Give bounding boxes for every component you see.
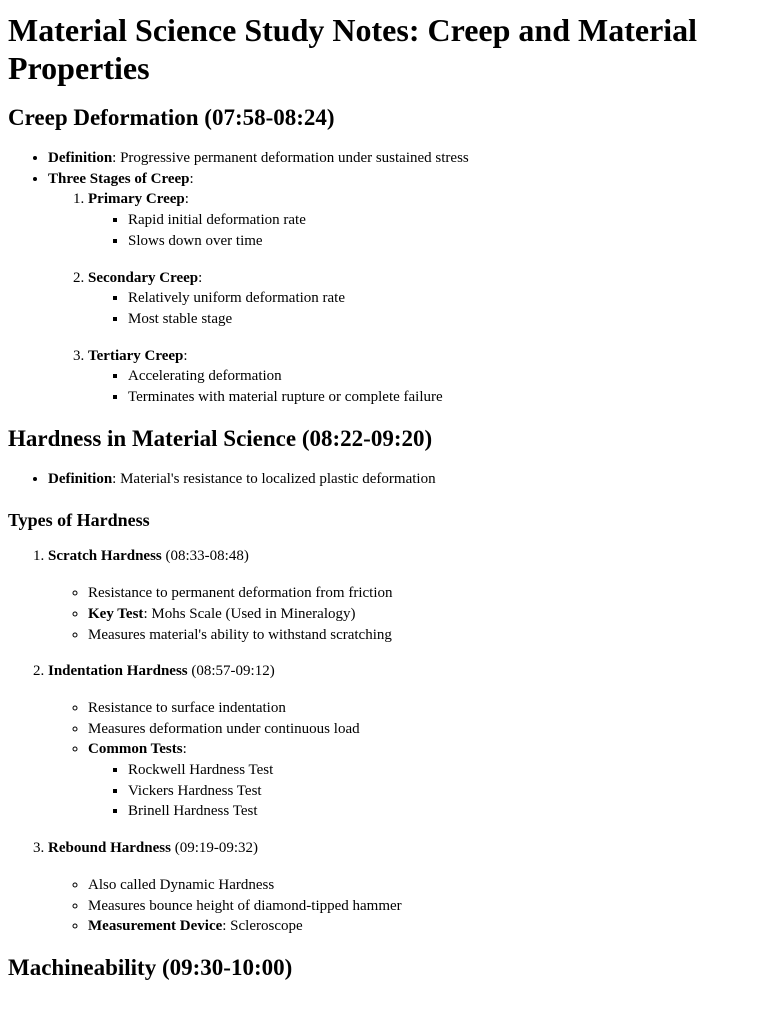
hardness-definition-text: : Material's resistance to localized plastic deformation <box>112 470 436 487</box>
stage-name: Tertiary Creep <box>88 347 184 364</box>
stage-colon: : <box>198 269 203 286</box>
stage-points <box>88 288 760 329</box>
hardness-point <box>88 604 760 625</box>
hardness-point: ◦ Also called Dynamic Hardness <box>88 875 760 896</box>
hardness-type-time: (08:33-08:48) <box>161 548 249 565</box>
hardness-point: ◦ Measures bounce height of diamond-tipped hammer <box>88 896 760 917</box>
hardness-point-text: : Mohs Scale (Used in Mineralogy) <box>143 605 356 622</box>
creep-definition-text: : Progressive permanent deformation under sustained stress <box>112 150 469 166</box>
hardness-type-title <box>48 546 760 567</box>
hardness-type-time: (08:57-09:12) <box>187 663 275 680</box>
hardness-type-title <box>48 661 760 682</box>
hardness-type-time: (09:19-09:32) <box>170 840 259 857</box>
hardness-point <box>88 739 760 822</box>
hardness-type-indentation <box>48 661 760 822</box>
stage-points <box>88 210 760 251</box>
page-title: Material Science Study Notes: Creep and Material Properties <box>8 12 698 86</box>
creep-stages-list <box>48 189 760 407</box>
hardness-type-points <box>48 583 760 645</box>
stage-point: ▪ Accelerating deformation <box>128 366 760 387</box>
hardness-type-name: Scratch Hardness <box>48 548 162 565</box>
stage-name: Primary Creep <box>88 191 185 208</box>
hardness-type-name: Rebound Hardness <box>48 840 171 857</box>
hardness-type-name: Indentation Hardness <box>48 663 188 680</box>
hardness-tests-list <box>88 760 760 822</box>
creep-stage-tertiary <box>88 346 760 408</box>
hardness-test: ▪ Vickers Hardness Test <box>128 781 760 802</box>
hardness-point-text: : Scleroscope <box>222 918 303 935</box>
creep-stages-label: Three Stages of Creep <box>48 170 190 187</box>
creep-heading: Creep Deformation (07:58-08:24) <box>8 105 335 130</box>
notes-page <box>0 11 768 982</box>
creep-definition-label: Definition <box>48 150 113 166</box>
stage-points <box>88 366 760 407</box>
stage-point: ▪ Slows down over time <box>128 231 760 252</box>
hardness-types-list <box>8 546 760 937</box>
stage-colon: : <box>184 191 189 208</box>
hardness-point: ◦ Resistance to permanent deformation from friction <box>88 583 760 604</box>
hardness-point-label: Common Tests <box>88 741 183 758</box>
stage-colon: : <box>183 347 188 364</box>
hardness-point: ◦ Measures deformation under continuous load <box>88 719 760 740</box>
hardness-test: ▪ Rockwell Hardness Test <box>128 760 760 781</box>
hardness-definition-list <box>8 469 760 490</box>
hardness-test: ▪ Brinell Hardness Test <box>128 801 760 822</box>
creep-definition <box>48 148 760 169</box>
hardness-point-text: : <box>182 741 187 758</box>
hardness-point: ◦ Measures material's ability to withstand scratching <box>88 625 760 646</box>
hardness-heading: Hardness in Material Science (08:22-09:20) <box>8 425 433 451</box>
hardness-type-points <box>48 875 760 937</box>
stage-name: Secondary Creep <box>88 269 199 286</box>
hardness-types-heading: Types of Hardness <box>8 510 150 531</box>
stage-point: ▪ Most stable stage <box>128 309 760 330</box>
hardness-type-points <box>48 698 760 822</box>
creep-stages-colon: : <box>189 170 194 187</box>
hardness-point-label: Key Test <box>88 605 144 622</box>
stage-point: ▪ Terminates with material rupture or complete failure <box>128 387 760 408</box>
stage-point: ▪ Relatively uniform deformation rate <box>128 288 760 309</box>
stage-point: ▪ Rapid initial deformation rate <box>128 210 760 231</box>
hardness-definition <box>48 469 760 490</box>
creep-stages <box>48 169 760 408</box>
hardness-type-title <box>48 838 760 859</box>
hardness-point-label: Measurement Device <box>88 918 223 935</box>
machineability-heading: Machineability (09:30-10:00) <box>8 954 293 980</box>
hardness-definition-label: Definition <box>48 470 113 487</box>
hardness-type-scratch <box>48 546 760 645</box>
creep-list <box>8 148 760 408</box>
hardness-type-rebound <box>48 838 760 937</box>
creep-stage-primary <box>88 189 760 251</box>
hardness-point <box>88 916 760 937</box>
creep-stage-secondary <box>88 268 760 330</box>
hardness-point: ◦ Resistance to surface indentation <box>88 698 760 719</box>
